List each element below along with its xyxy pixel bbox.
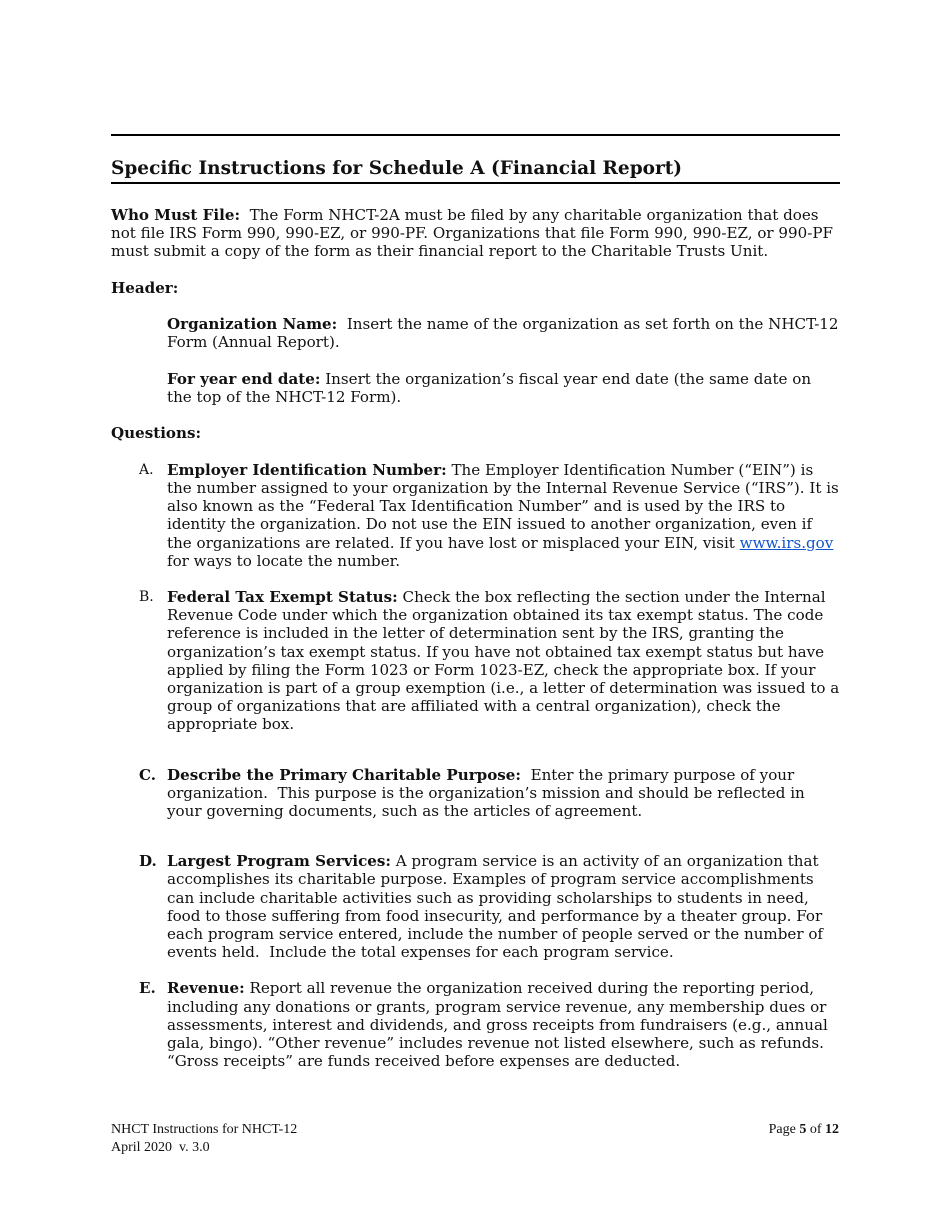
question-e-text: Report all revenue the organization received during the reporting period, including any donations or grants, program service revenue, any membership dues or assessments, interest and dividends, and gross receipts from fundraisers (e.g., annual gala, bingo). “Other revenue” includes revenue not listed elsewhere, such as refunds. “Gross receipts” are funds received before expenses are deducted. xyxy=(167,979,828,1071)
question-e-text-block xyxy=(167,979,840,1070)
who-must-file-paragraph xyxy=(111,206,840,261)
who-must-file-text: The Form NHCT-2A must be filed by any charitable organization that does not file IRS Form 990, 990-EZ, or 990-PF. Organizations that file Form 990, 990-EZ, or 990-PF must submit a copy of the form as their financial report to the Charitable Trusts Unit. xyxy=(111,206,838,261)
question-c-title: Describe the Primary Charitable Purpose: xyxy=(167,765,521,784)
question-e xyxy=(111,979,840,1070)
question-b-text: Check the box reflecting the section under the Internal Revenue Code under which the organization obtained its tax exempt status. The code reference is included in the letter of determination sent by the IRS, granting the organization’s tax exempt status. If you have not obtained tax exempt status but have applied by filing the Form 1023 or Form 1023-EZ, check the appropriate box. If your organization is part of a group exemption (i.e., a letter of determination was issued to a group of organizations that are affiliated with a central organization), check the appropriate box. xyxy=(167,587,840,734)
question-d-letter: D. xyxy=(139,852,157,871)
question-e-title: Revenue: xyxy=(167,979,245,998)
instructions-body xyxy=(111,206,844,1071)
year-end-label: For year end date: xyxy=(167,369,321,388)
question-a-text-block xyxy=(167,461,840,570)
question-a-text: The Employer Identification Number (“EIN”) is the number assigned to your organization by the Internal Revenue Service (“IRS”). It is also known as the “Federal Tax Identification Number” and is used by the IRS to identity the organization. Do not use the EIN issued to another organization, even if the organizations are related. If you have lost or misplaced your EIN, visit xyxy=(167,460,839,552)
year-end-paragraph xyxy=(167,370,840,406)
footer-version: April 2020 v. 3.0 xyxy=(111,1140,210,1155)
question-b xyxy=(111,588,840,734)
year-end-text: Insert the organization’s fiscal year end date (the same date on the top of the NHCT-12 Form). xyxy=(167,369,812,406)
question-b-letter: B. xyxy=(139,588,154,605)
page-number xyxy=(769,1121,839,1139)
footer-doc-title: NHCT Instructions for NHCT-12 xyxy=(111,1122,298,1137)
page-total: 12 xyxy=(825,1122,839,1137)
question-c xyxy=(111,766,840,821)
question-a-text-after: for ways to locate the number. xyxy=(167,551,401,570)
header-section-label: Header: xyxy=(111,278,179,297)
question-d xyxy=(111,852,840,961)
question-c-text: Enter the primary purpose of your organization. This purpose is the organization’s mission and should be reflected in your governing documents, such as the articles of agreement. xyxy=(167,765,810,821)
question-c-letter: C. xyxy=(139,765,157,784)
question-a-letter: A. xyxy=(139,461,154,478)
top-rule xyxy=(111,134,840,136)
question-e-letter: E. xyxy=(139,979,156,998)
irs-gov-link[interactable]: www.irs.gov xyxy=(739,533,834,552)
org-name-label: Organization Name: xyxy=(167,315,338,334)
who-must-file-label: Who Must File: xyxy=(111,206,241,224)
question-a xyxy=(111,461,840,570)
question-d-text-block xyxy=(167,852,840,961)
question-d-text: A program service is an activity of an organization that accomplishes its charitable purpose. Examples of program service accomplishments can include charitable activities such as providing scholarships to students in need, food to those suffering from food insecurity, and performance by a theater group. For each program service entered, include the number of people served or the number of events held. Include the total expenses for each program service. xyxy=(167,852,828,962)
page-of: of xyxy=(806,1122,825,1137)
page-heading: Specific Instructions for Schedule A (Financial Report) xyxy=(111,156,840,184)
question-d-title: Largest Program Services: xyxy=(167,852,391,871)
questions-section-label: Questions: xyxy=(111,424,202,443)
question-b-title: Federal Tax Exempt Status: xyxy=(167,587,398,606)
question-b-text-block xyxy=(167,588,840,734)
footer-left xyxy=(111,1121,297,1157)
org-name-paragraph xyxy=(167,315,844,352)
question-c-text-block xyxy=(167,766,840,821)
question-a-title: Employer Identification Number: xyxy=(167,460,447,479)
org-name-text: Insert the name of the organization as set forth on the NHCT-12 Form (Annual Report). xyxy=(167,315,844,352)
page-prefix: Page xyxy=(768,1122,800,1137)
page-current: 5 xyxy=(799,1122,807,1137)
